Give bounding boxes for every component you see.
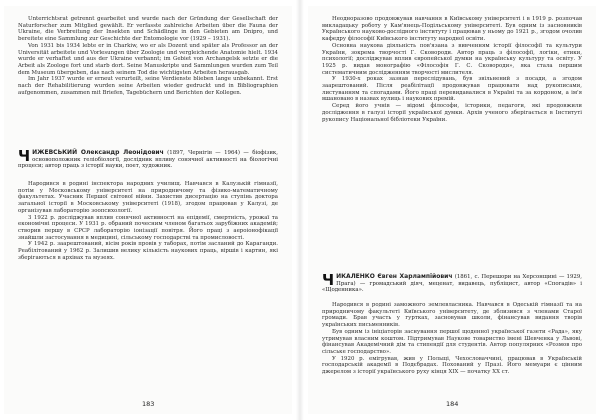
right-top-text [322, 16, 582, 123]
right-entry-text [322, 302, 582, 376]
left-entry [18, 147, 278, 170]
paragraph: Народився в родині заможного землевласника. Навчався в Одеській гімназії та на природничому факультеті Київського університету, де зблизився з членами Старої громади. Брав участь у гуртках, засновував школи, фінансував видання творів українських письменників. [322, 302, 582, 329]
left-entry-text [18, 181, 278, 261]
entry-dropcap: Ч [322, 271, 335, 289]
paragraph: Народився в родині інспектора народних училищ. Навчався в Калузькій гімназії, потім у Московському університеті на природничому та фізико-математичному факультетах. Учасник Першої світової війни. Захистив дисертацію на ступінь доктора загальної історії в Московському університеті (1918), згодом працював у Калузі, де організував лабораторію зоопсихології. [18, 181, 278, 214]
right-page [308, 6, 596, 414]
paragraph: Im Jahr 1937 wurde er erneut verurteilt, seine Verdienste blieben lange unbekannt. Erst nach der Rehabilitierung wurden seine Arbeiten wieder gedruckt und in Bibliographien aufgenommen, zusammen mit Briefen, Tagebüchern und Berichten der Kollegen. [18, 76, 278, 96]
entry-intro: (1897, Чернігів — 1964) — біофізик, основоположник геліобіології, дослідник впливу сонячної активності на біологічні процеси; автор праць з історії науки, поет, художник. [18, 150, 278, 170]
paragraph: У 1942 р. заарештований, вісім років провів у таборах, потім засланий до Караганди. Реабілітований у 1962 р. Залишив велику кількість наукових праць, віршів і картин, які зберігаються в архівах та музеях. [18, 241, 278, 261]
paragraph: Неодноразово продовжував навчання в Київському університеті і в 1919 р. розпочав викладацьку роботу у Кам'янець-Подільському університеті. Був одним із засновників Українського науково-дослідного інституту і працював у ньому до 1921 р., згодом очолив кафедру філософії Київського інституту народної освіти. [322, 16, 582, 43]
paragraph: Основна наукова діяльність пов'язана з вивченням історії філософії та культури України, зокрема творчості Г. Сковороди. Автор праць з філософії, логіки, етики, психології; досліджував вплив європейської думки на українську культуру та освіту. У 1925 р. видав монографію «Філософія Г. С. Сковороди», яка стала першим систематичним дослідженням творчості мислителя. [322, 42, 582, 76]
page-number: 183 [142, 400, 155, 408]
left-page [4, 6, 292, 414]
right-entry [322, 271, 582, 294]
entry-dropcap: Ч [18, 147, 31, 165]
entry-name: ИЖЕВСЬКИЙ Олександр Леонідович [32, 149, 164, 156]
entry-intro: (1861, с. Перешори на Херсонщині — 1929, Прага) — громадський діяч, меценат, видавець, публіцист, автор «Спогадів» і «Щоденника». [322, 274, 582, 294]
entry-name: ИКАЛЕНКО Євген Харлампійович [336, 273, 453, 280]
paragraph: Був одним із ініціаторів заснування першої щоденної української газети «Рада», яку утримував власним коштом. Підтримував Наукове товариство імені Шевченка у Львові, фінансував Академічний дім та стипендії для студентів. Автор популярних «Розмов про сільське господарство». [322, 328, 582, 355]
page-number: 184 [446, 400, 459, 408]
book-gutter [296, 0, 304, 420]
left-top-text [18, 16, 278, 96]
paragraph: З 1922 р. досліджував вплив сонячної активності на епідемії, смертність, урожаї та економічні процеси. У 1931 р. обраний почесним членом багатьох зарубіжних академій; створив першу в СРСР лабораторію іонізації повітря. Його праці з аероіонофікації знайшли застосування в медицині, сільському господарстві та промисловості. [18, 214, 278, 241]
paragraph: Серед його учнів — відомі філософи, історики, педагоги, які продовжили дослідження в галузі історії української думки. Архів ученого зберігається в Інституті рукопису Національної бібліотеки України. [322, 103, 582, 123]
paragraph: Unterrichtsrat getrennt gearbeitet und wurde nach der Gründung der Gesellschaft der Naturforscher zum Mitglied gewählt. Er verfasste zahlreiche Arbeiten über die Fauna der Ukraine, die Verbreitung der Insekten und Schädlinge in den Gebieten am Dnipro, und bereitete eine Sammlung zur Geschichte der Entomologie vor (1929 – 1931). [18, 16, 278, 43]
paragraph: Von 1931 bis 1934 lebte er in Charkiw, wo er als Dozent und später als Professor an der Universität arbeitete und Vorlesungen über Zoologie und vergleichende Anatomie hielt. 1934 wurde er verhaftet und aus der Ukraine verbannt; im Gebiet von Archangelsk setzte er die Arbeit als Zoologe fort und starb dort. Seine Manuskripte und Sammlungen wurden zum Teil dem Museum übergeben, das nach seinem Tod die wichtigsten Arbeiten herausgab. [18, 42, 278, 76]
paragraph: У 1930-х роках зазнав переслідувань, був звільнений з посади, а згодом заарештований. Після реабілітації продовжував працювати над рукописами, листуванням та спогадами. Його праці перевидавалися в Україні та за кордоном, а ім'я вшановано в назвах вулиць і наукових премій. [322, 76, 582, 103]
paragraph: У 1920 р. емігрував, жив у Польщі, Чехословаччині, працював в Українській господарській академії в Подєбрадах. Похований у Празі. Його мемуари є цінним джерелом з історії українського руху кінця XIX — початку XX ст. [322, 355, 582, 376]
